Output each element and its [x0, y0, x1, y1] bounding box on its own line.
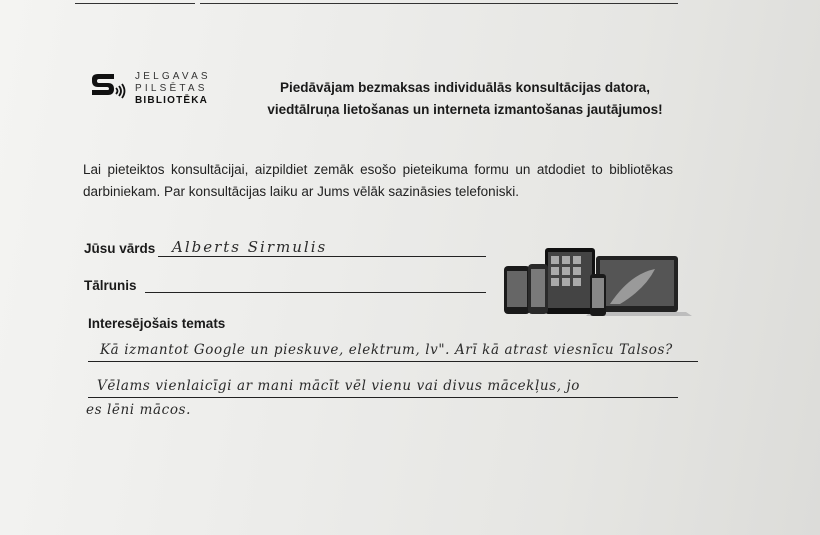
library-logo-icon	[88, 71, 132, 107]
library-logo	[88, 71, 228, 111]
top-rule-left	[75, 3, 195, 4]
topic-line-2	[88, 397, 678, 398]
name-field-value[interactable]: Alberts Sirmulis	[172, 238, 328, 256]
intro-text: Lai pieteiktos konsultācijai, aizpildiet zemāk esošo pieteikuma formu un atdodiet to bibliotēkas darbiniekam. Par konsultācijas laiku ar Jums vēlāk sazināsies telefoniski.	[83, 162, 673, 199]
topic-handwritten-line-2[interactable]: Vēlams vienlaicīgi ar mani mācīt vēl vienu vai divus mācekļus, jo	[97, 378, 580, 394]
name-label: Jūsu vārds	[84, 241, 156, 256]
page-title	[250, 77, 680, 121]
logo-text-line3: BIBLIOTĒKA	[135, 95, 209, 106]
top-rule-right	[200, 3, 678, 4]
topic-line-1	[88, 361, 698, 362]
topic-handwritten-line-1[interactable]: Kā izmantot Google un pieskuve, elektrum, lv". Arī kā atrast viesnīcu Talsos?	[100, 342, 673, 358]
logo-text-line1: JELGAVAS	[135, 71, 211, 82]
logo-text-line2: PILSĒTAS	[135, 83, 208, 94]
phone-label: Tālrunis	[84, 278, 137, 293]
devices-illustration	[500, 244, 692, 322]
topic-handwritten-line-3[interactable]: es lēni mācos.	[86, 402, 191, 418]
page-title-line2: viedtālruņa lietošanas un interneta izmantošanas jautājumos!	[267, 102, 663, 117]
page-title-line1: Piedāvājam bezmaksas individuālās konsultācijas datora,	[280, 80, 650, 95]
phone-field-line	[145, 292, 486, 293]
name-field-line	[158, 256, 486, 257]
topic-label: Interesējošais temats	[88, 316, 226, 331]
